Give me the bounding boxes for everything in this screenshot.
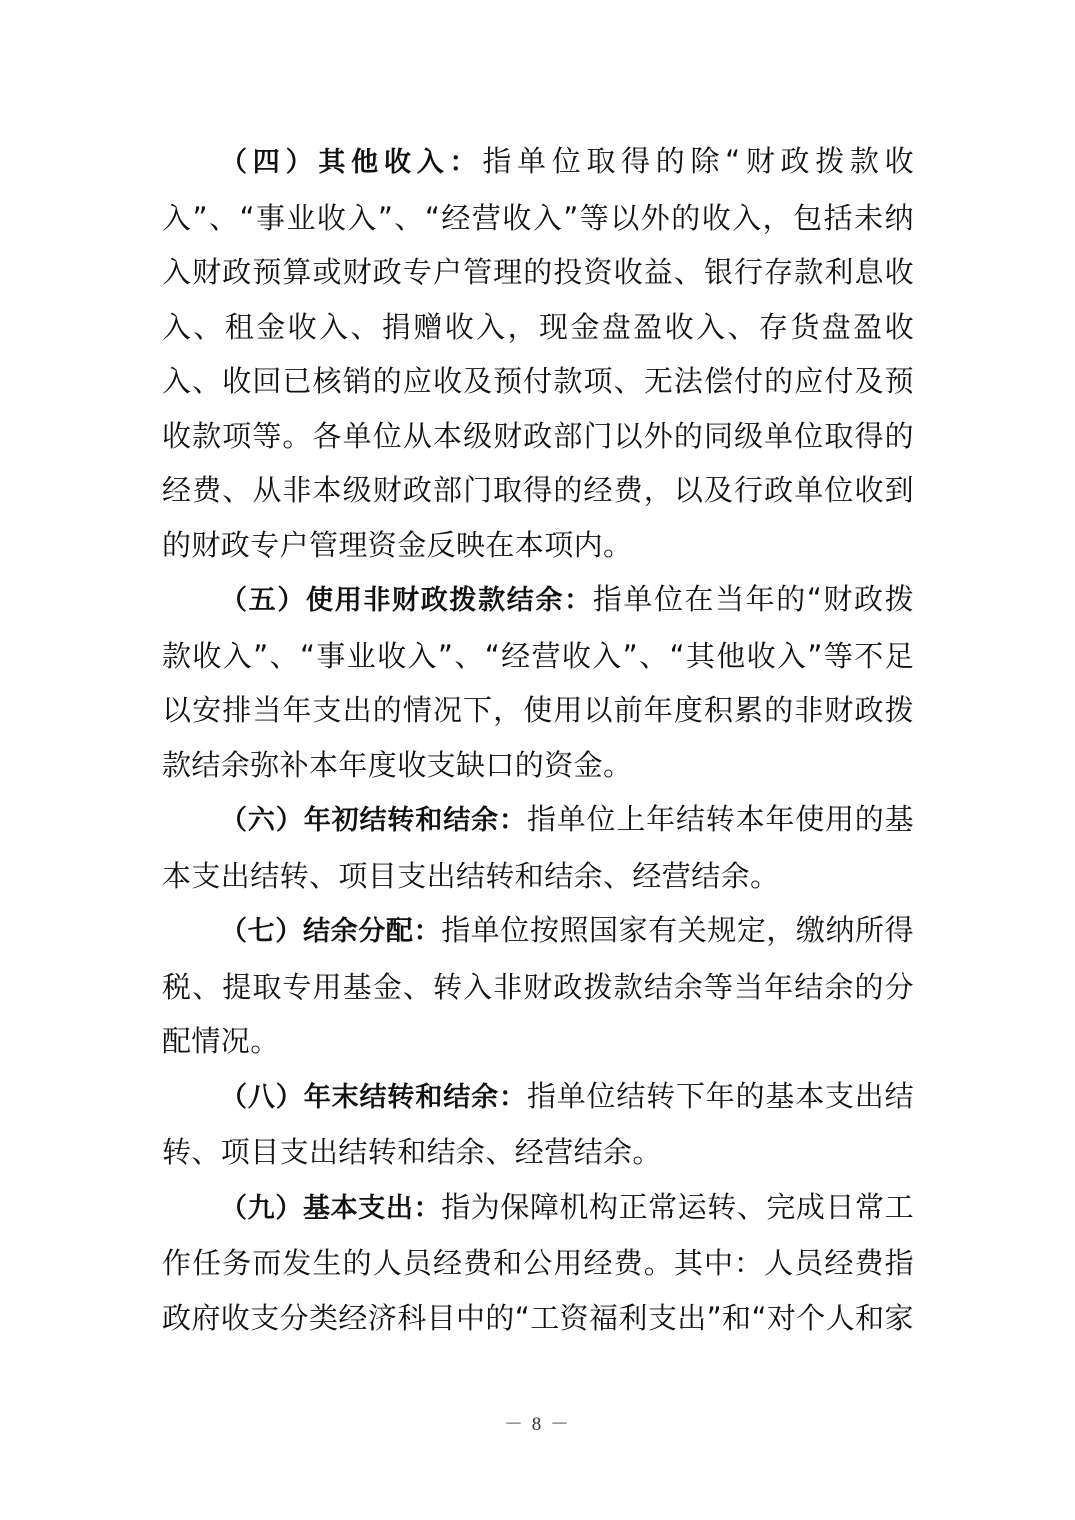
paragraph-text: 指单位上年结转本年使用的基本支出结转、项目支出结转和结余、经营结余。 xyxy=(162,802,915,893)
paragraph-text: 指单位在当年的“财政拨款收入”、“事业收入”、“经营收入”、“其他收入”等不足以安排当年支出的情况下，使用以前年度积累的非财政拨款结余弥补本年度收支缺口的资金。 xyxy=(162,582,914,782)
paragraph-surplus-distribution xyxy=(162,903,914,1069)
paragraph-heading: （八）年末结转和结余： xyxy=(220,1081,527,1113)
paragraph-basic-expenditure xyxy=(162,1180,914,1346)
paragraph-text: 指单位结转下年的基本支出结转、项目支出结转和结余、经营结余。 xyxy=(162,1078,915,1169)
paragraph-heading: （六）年初结转和结余： xyxy=(220,805,527,836)
paragraph-closing-balance xyxy=(162,1069,914,1180)
paragraph-opening-balance xyxy=(162,792,914,903)
paragraph-heading: （九）基本支出： xyxy=(220,1192,442,1224)
paragraph-text: 指为保障机构正常运转、完成日常工作任务而发生的人员经费和公用经费。其中：人员经费指政府收支分类经济科目中的“工资福利支出”和“对个人和家 xyxy=(162,1189,914,1335)
paragraph-text: 指单位按照国家有关规定，缴纳所得税、提取专用基金、转入非财政拨款结余等当年结余的分配情况。 xyxy=(162,913,914,1058)
paragraph-non-fiscal-surplus xyxy=(162,572,914,792)
paragraph-heading: （四）其他收入： xyxy=(220,147,483,178)
document-body xyxy=(162,134,914,1345)
paragraph-text: 指单位取得的除“财政拨款收入”、“事业收入”、“经营收入”等以外的收入，包括未纳入财政预算或财政专户管理的投资收益、银行存款利息收入、租金收入、捐赠收入，现金盘盈收入、存货盘盈收入、收回已核销的应收及预付款项、无法偿付的应付及预收款项等。各单位从本级财政部门以外的同级单位取得的经费、从非本级财政部门取得的经费，以及行政单位收到的财政专户管理资金反映在本项内。 xyxy=(162,144,914,562)
paragraph-heading: （七）结余分配： xyxy=(220,916,442,947)
page-number: － 8 － xyxy=(503,1414,571,1435)
paragraph-heading: （五）使用非财政拨款结余： xyxy=(220,585,593,616)
paragraph-other-income xyxy=(162,134,914,572)
